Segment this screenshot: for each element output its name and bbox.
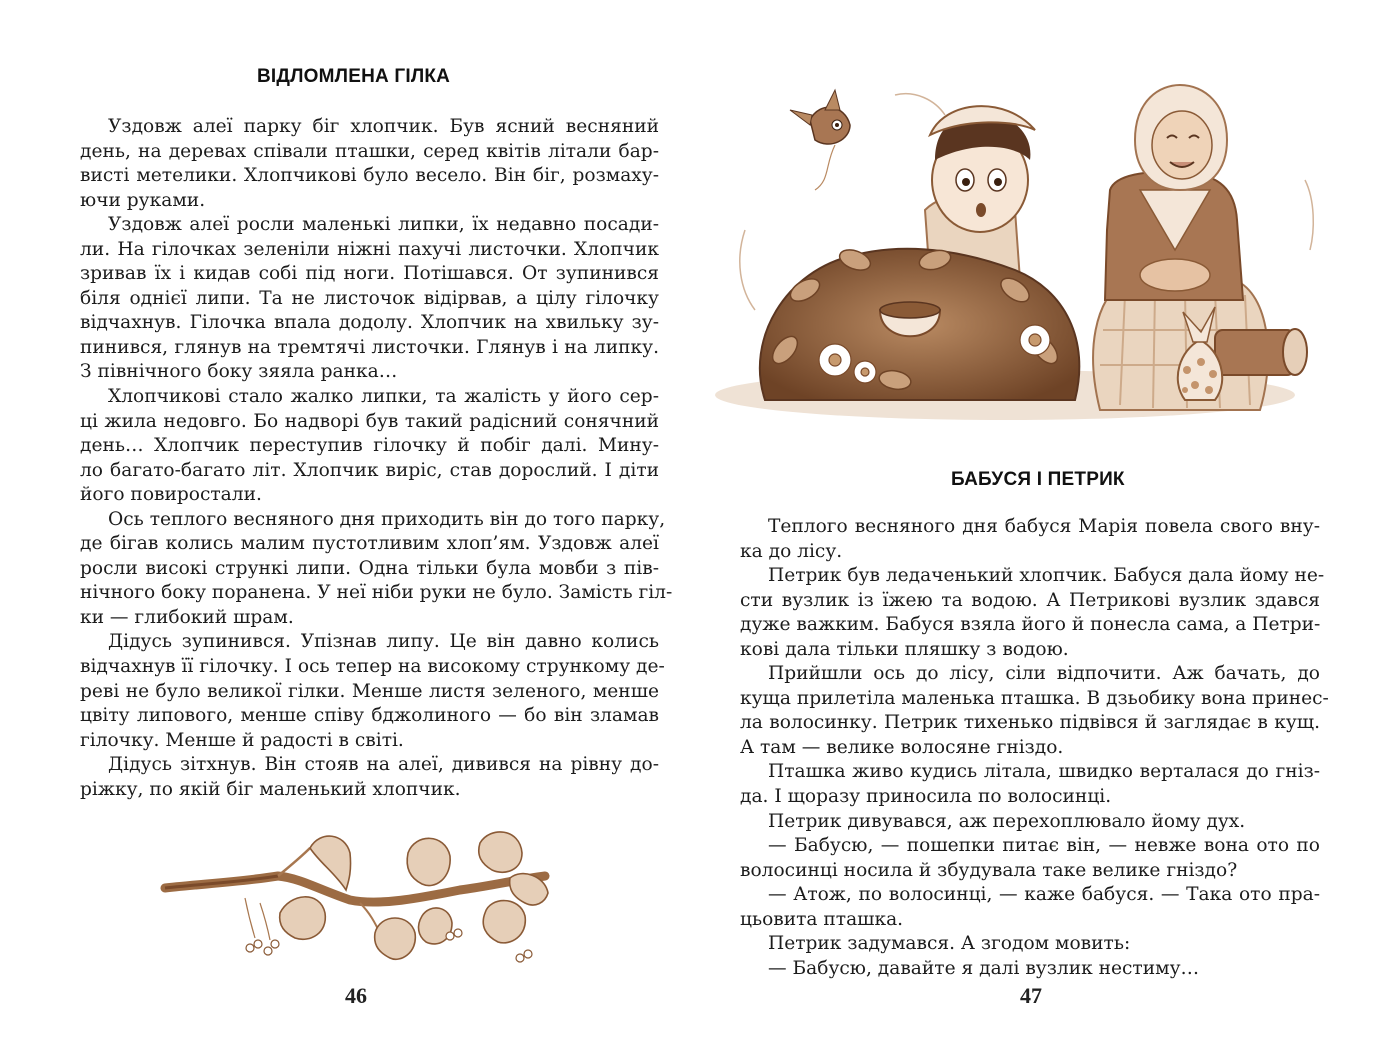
text-line: Пташка живо кудись літала, швидко верталася до гніз- bbox=[768, 761, 1320, 783]
leafy-bush bbox=[760, 246, 1079, 400]
grandmother-boy-bird-nest-illustration bbox=[715, 80, 1335, 430]
text-line: Петрик задумався. А згодом мовить: bbox=[768, 933, 1131, 955]
text-line: відчахнув її гілочку. І ось тепер на високому стрункому де- bbox=[80, 656, 665, 678]
text-line: Ось теплого весняного дня приходить він до того парку, bbox=[108, 508, 666, 530]
text-line: волосинці носила й збудувала таке велике гніздо? bbox=[740, 859, 1238, 881]
text-line: Прийшли ось до лісу, сіли відпочити. Аж бачать, до bbox=[768, 663, 1320, 685]
log bbox=[1215, 329, 1307, 375]
text-line: нічного боку поранена. У неї ніби руки не було. Замість гіл- bbox=[80, 582, 673, 604]
text-line: ли. На гілочках зеленіли ніжні пахучі листочки. Хлопчик bbox=[80, 238, 659, 260]
text-line: Дідусь зупинився. Упізнав липу. Це він давно колись bbox=[108, 631, 659, 653]
text-line: Петрик був ледаченький хлопчик. Бабуся дала йому не- bbox=[768, 565, 1325, 587]
text-line: цвіту липового, менше співу бджолиного — бо він зламав bbox=[80, 705, 659, 727]
text-line: його повиростали. bbox=[80, 484, 262, 506]
text-line: ючи руками. bbox=[80, 189, 206, 211]
text-line: — Бабусю, давайте я далі вузлик нестиму… bbox=[768, 957, 1200, 979]
text-line: Хлопчикові стало жалко липки, та жалість у його сер- bbox=[108, 386, 659, 408]
linden-branch-illustration bbox=[160, 818, 560, 963]
text-line: ріжку, по якій біг маленький хлопчик. bbox=[80, 778, 461, 800]
text-line: Уздовж алеї росли маленькі липки, їх недавно посади- bbox=[108, 214, 659, 236]
text-line: ка до лісу. bbox=[740, 540, 843, 562]
text-line: день… Хлопчик переступив гілочку й побіг далі. Мину- bbox=[80, 435, 659, 457]
page-number-left: 46 bbox=[345, 983, 367, 1008]
text-line: А там — велике волосяне гніздо. bbox=[740, 736, 1064, 758]
text-line: реві не було великої гілки. Менше листя зеленого, менше bbox=[80, 680, 659, 702]
text-line: висті метелики. Хлопчикові було весело. Він біг, розмаху- bbox=[80, 165, 659, 187]
text-line: ло багато-багато літ. Хлопчик виріс, став дорослий. І діти bbox=[80, 459, 659, 481]
story-text-grandma-and-petryk bbox=[740, 515, 1329, 981]
text-line: біля однієї липи. Та не листочок відірвав, а цілу гілочку bbox=[80, 287, 659, 309]
story-title-broken-branch: ВІДЛОМЛЕНА ГІЛКА bbox=[257, 66, 451, 87]
text-line: — Атож, по волосинці, — каже бабуся. — Така ото пра- bbox=[768, 884, 1320, 906]
story-text-broken-branch bbox=[80, 115, 673, 802]
text-line: день, на деревах співали пташки, серед квітів літали бар- bbox=[80, 140, 659, 162]
text-line: росли високі стрункі липи. Одна тільки була мовби з пів- bbox=[80, 557, 659, 579]
text-line: цьовита пташка. bbox=[740, 908, 904, 930]
text-line: кові дала тільки пляшку з водою. bbox=[740, 638, 1069, 660]
story-title-grandma-and-petryk: БАБУСЯ І ПЕТРИК bbox=[951, 469, 1125, 490]
text-line: Теплого весняного дня бабуся Марія повела свого вну- bbox=[768, 516, 1320, 537]
text-line: зривав їх і кидав собі під ноги. Потішався. От зупинився bbox=[80, 263, 659, 285]
text-line: З північного боку зяяла ранка… bbox=[80, 361, 398, 383]
text-line: Дідусь зітхнув. Він стояв на алеї, дивився на рівну до- bbox=[108, 754, 659, 776]
text-line: ки — глибокий шрам. bbox=[80, 606, 294, 628]
text-line: де бігав колись малим пустотливим хлоп’ям. Уздовж алеї bbox=[80, 533, 659, 555]
text-line: Петрик дивувався, аж перехоплювало йому дух. bbox=[768, 810, 1246, 832]
right-page bbox=[700, 0, 1400, 1046]
text-line: ці жила недовго. Бо надворі був такий радісний сонячний bbox=[80, 410, 659, 432]
text-line: дуже важким. Бабуся взяла його й понесла сама, а Петри- bbox=[740, 614, 1321, 636]
text-line: да. І щоразу приносила по волосинці. bbox=[740, 786, 1112, 808]
text-line: ла волосинку. Петрик тихенько підвівся й заглядає в кущ. bbox=[740, 712, 1320, 734]
text-line: пинився, глянув на тремтячі листочки. Глянув і на липку. bbox=[80, 336, 659, 358]
text-line: Уздовж алеї парку біг хлопчик. Був ясний весняний bbox=[108, 116, 659, 137]
bird bbox=[790, 90, 850, 190]
text-line: сти вузлик із їжею та водою. А Петрикові вузлик здався bbox=[740, 589, 1320, 611]
text-line: куща прилетіла маленька пташка. В дзьобику вона принес- bbox=[740, 687, 1329, 709]
text-line: відчахнув. Гілочка впала додолу. Хлопчик на хвильку зу- bbox=[80, 312, 659, 334]
text-line: — Бабусю, — пошепки питає він, — невже вона ото по bbox=[768, 835, 1320, 857]
page-number-right: 47 bbox=[1020, 983, 1042, 1008]
text-line: гілочку. Менше й радості в світі. bbox=[80, 729, 404, 751]
